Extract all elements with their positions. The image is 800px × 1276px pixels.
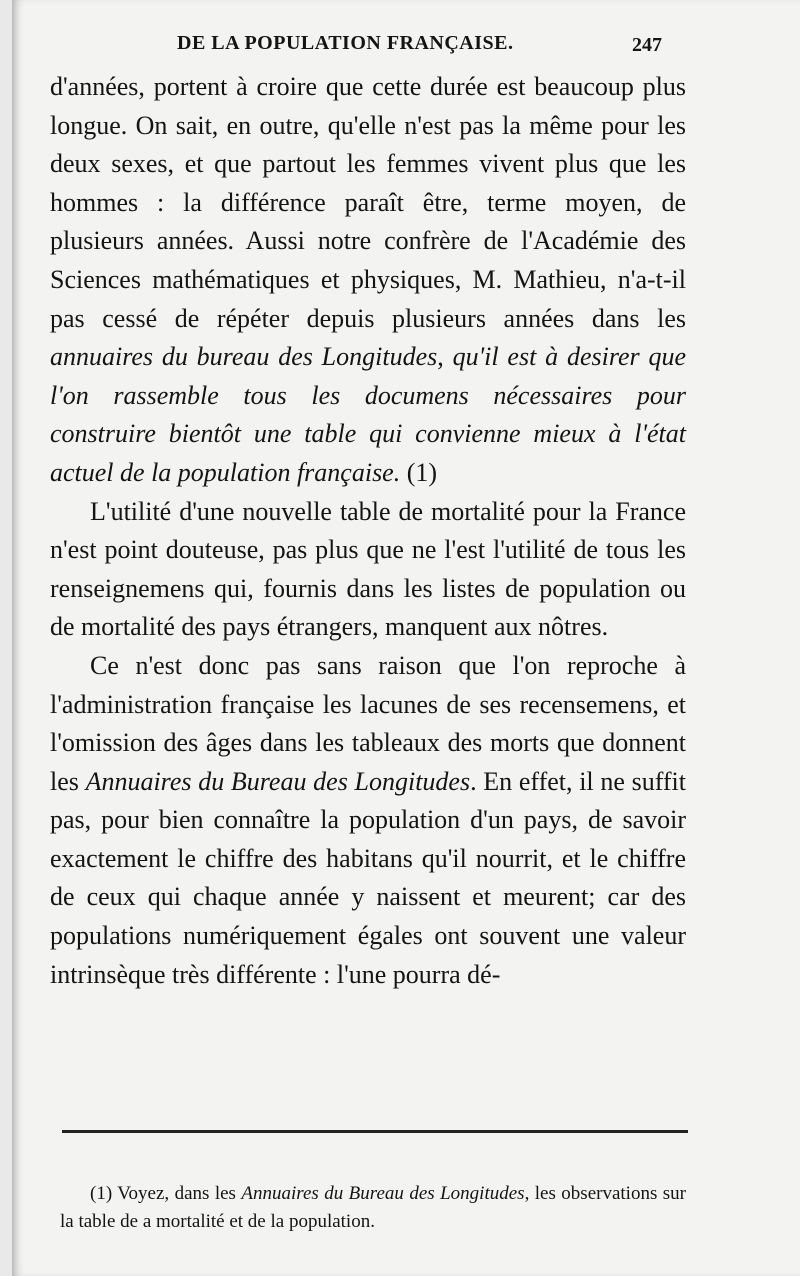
paragraph-2: L'utilité d'une nouvelle table de mortalité pour la France n'est point douteuse, pas plus que ne l'est l'utilité de tous les renseignemens qui, fournis dans les listes de population ou de mortalité des pays étrangers, manquent aux nôtres.	[50, 496, 686, 642]
book-page	[12, 0, 800, 1276]
running-title: DE LA POPULATION FRANÇAISE.	[177, 32, 514, 54]
paragraph-1-quote: qu'il est à desirer que l'on rassemble tous les documens nécessaires pour construire bientôt une table qui convienne mieux à l'état actuel de la population française.	[50, 342, 687, 487]
paragraph-3-title: Annuaires du Bureau des Longitudes	[85, 766, 471, 796]
page-number: 247	[632, 34, 662, 56]
body-text	[50, 68, 686, 994]
footnote-text: (1) Voyez, dans les	[90, 1183, 242, 1204]
paragraph-3-text: Ce n'est donc pas sans raison que l'on reproche à l'administration française les lacunes de ses recensemens, et l'omission des âges dans les tableaux des morts que donnent les	[50, 650, 686, 796]
paragraph-3	[50, 647, 686, 994]
paragraph-1-separator: ,	[437, 342, 453, 372]
footnote-marker: (1)	[400, 457, 438, 487]
footnote	[60, 1180, 686, 1236]
footnote-title: Annuaires du Bureau des Longitudes	[241, 1183, 525, 1204]
footnote-text-end: , les observations sur la table de a mortalité et de la population.	[60, 1183, 686, 1232]
page-header	[12, 32, 800, 62]
paragraph-3-text-end: . En effet, il ne suffit pas, pour bien connaître la population d'un pays, de savoir exactement le chiffre des habitans qu'il nourrit, et le chiffre de ceux qui chaque année y naissent et meurent; car des populations numériquement égales ont souvent une valeur intrinsèque très différente : l'une pourra dé-	[50, 766, 686, 989]
paragraph-1	[50, 68, 686, 493]
paragraph-1-text: d'années, portent à croire que cette durée est beaucoup plus longue. On sait, en outre, qu'elle n'est pas la même pour les deux sexes, et que partout les femmes vivent plus que les hommes : la différence paraît être, terme moyen, de plusieurs années. Aussi notre confrère de l'Académie des Sciences mathématiques et physiques, M. Mathieu, n'a-t-il pas cessé de répéter depuis plusieurs années dans les	[50, 72, 686, 333]
paragraph-1-title: annuaires du bureau des Longitudes	[50, 342, 438, 372]
footnote-rule	[62, 1130, 688, 1133]
